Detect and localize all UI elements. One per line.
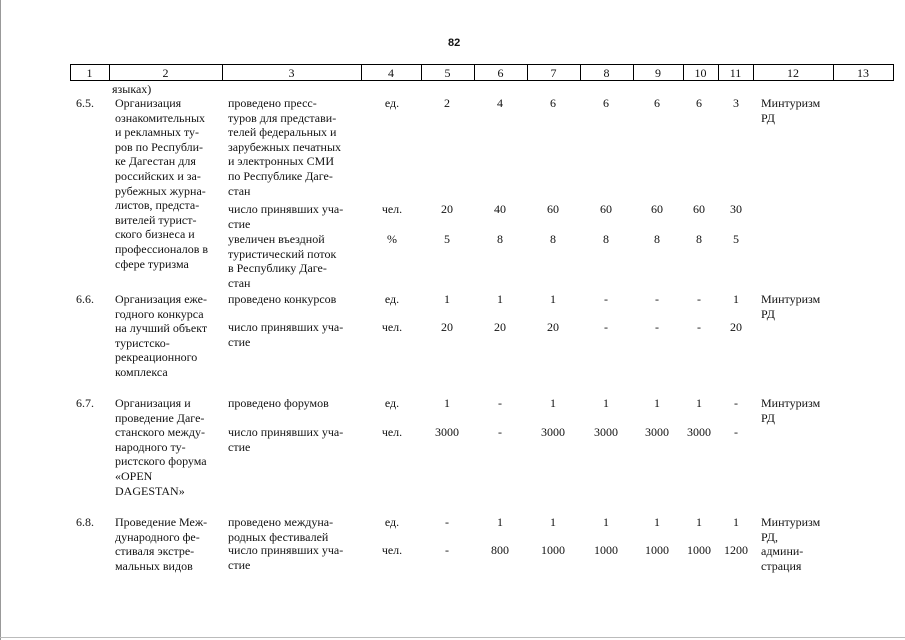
- value-cell: 60: [600, 202, 612, 216]
- header-cell: 3: [288, 66, 295, 80]
- value-cell: -: [734, 396, 738, 410]
- event-name-line: Организация еже-: [115, 292, 207, 306]
- value-cell: 30: [730, 202, 742, 216]
- header-cell: 4: [388, 66, 394, 80]
- value-cell: 3000: [594, 425, 618, 439]
- value-cell: 20: [441, 320, 453, 334]
- value-cell: -: [498, 396, 502, 410]
- event-name-line: комплекса: [115, 365, 168, 379]
- value-cell: 1: [696, 515, 702, 529]
- executor-line: Минтуризм: [761, 96, 821, 110]
- unit-cell: ед.: [384, 396, 400, 410]
- indicator-text-line: родных фестивалей: [228, 529, 329, 544]
- indicator-text-line: проведено конкурсов: [228, 292, 337, 306]
- indicator-text-line: стие: [228, 439, 251, 454]
- indicator-text-line: проведено форумов: [228, 396, 329, 410]
- event-name-line: рубежных журна-: [115, 183, 206, 198]
- executor-line: страция: [761, 558, 802, 573]
- header-cell: 12: [787, 66, 799, 80]
- event-name-line: на лучший объект: [115, 321, 208, 336]
- value-cell: 800: [491, 543, 509, 557]
- value-cell: 1: [550, 515, 556, 529]
- indicator-text-line: число принявших уча-: [228, 425, 344, 439]
- event-name-line: «OPEN: [115, 469, 153, 483]
- value-cell: -: [498, 425, 502, 439]
- value-cell: 2: [444, 96, 450, 110]
- indicator-text-line: стие: [228, 334, 251, 349]
- value-cell: 20: [730, 320, 742, 334]
- value-cell: 1000: [645, 543, 669, 557]
- event-name-line: дународного фе-: [115, 529, 200, 544]
- page-number: 82: [448, 37, 461, 49]
- executor-line: Минтуризм: [761, 396, 821, 410]
- indicator-text-line: по Республике Даге-: [228, 169, 333, 183]
- event-name-line: вителей турист-: [115, 212, 197, 227]
- header-top-border: [70, 64, 893, 65]
- value-cell: 5: [733, 232, 739, 246]
- header-cell: 13: [857, 66, 869, 80]
- value-cell: -: [445, 543, 449, 557]
- value-cell: 1: [696, 396, 702, 410]
- executor-line: админи-: [761, 544, 804, 559]
- header-cell: 6: [497, 66, 504, 80]
- unit-cell: чел.: [381, 202, 403, 216]
- header-cell: 9: [655, 66, 661, 80]
- indicator-text-line: число принявших уча-: [228, 320, 344, 334]
- event-name-line: годного конкурса: [115, 306, 204, 321]
- event-name-line: ристского форума: [115, 454, 207, 469]
- indicator-text-line: туров для представи-: [228, 110, 337, 125]
- indicator-text-line: стан: [228, 183, 251, 198]
- unit-cell: %: [387, 232, 397, 246]
- value-cell: 60: [651, 202, 663, 216]
- value-cell: 8: [654, 232, 660, 246]
- event-name-line: ров по Республи-: [115, 139, 204, 154]
- event-name-line: туристско-: [115, 335, 170, 350]
- header-cell: 1: [86, 66, 93, 80]
- value-cell: 6: [603, 96, 609, 110]
- value-cell: 1: [654, 396, 660, 410]
- indicator-text-line: стие: [228, 557, 251, 572]
- value-cell: -: [655, 320, 659, 334]
- event-name-line: Организация и: [115, 396, 191, 410]
- indicator-text-line: проведено междуна-: [228, 515, 334, 529]
- value-cell: 1200: [724, 543, 748, 557]
- value-cell: 1: [550, 292, 556, 306]
- indicator-text-line: телей федеральных и: [228, 125, 337, 140]
- event-name-line: мальных видов: [115, 558, 193, 573]
- indicator-text-line: туристический поток: [228, 246, 337, 261]
- value-cell: -: [604, 292, 608, 306]
- value-cell: 6: [550, 96, 556, 110]
- value-cell: 8: [550, 232, 556, 246]
- value-cell: -: [655, 292, 659, 306]
- value-cell: 20: [547, 320, 559, 334]
- unit-cell: ед.: [384, 292, 400, 306]
- bottom-edge-line: [0, 637, 905, 638]
- value-cell: 20: [441, 202, 453, 216]
- event-name-line: станского между-: [115, 425, 205, 440]
- indicator-text-line: стие: [228, 216, 251, 231]
- indicator-text-line: проведено пресс-: [228, 96, 317, 110]
- executor-line: Минтуризм: [761, 515, 821, 529]
- header-column-divider: [893, 64, 894, 81]
- header-cell: 11: [729, 66, 742, 80]
- value-cell: 6: [654, 96, 660, 110]
- value-cell: 1: [497, 292, 503, 306]
- unit-cell: чел.: [381, 320, 403, 334]
- indicator-text-line: зарубежных печатных: [228, 139, 342, 154]
- event-name-line: DAGESTAN»: [115, 483, 185, 498]
- value-cell: 5: [444, 232, 450, 246]
- indicator-text-line: увеличен въездной: [228, 232, 325, 246]
- event-name-line: Организация: [115, 96, 182, 110]
- value-cell: 8: [603, 232, 609, 246]
- header-cell: 8: [603, 66, 610, 80]
- value-cell: 20: [494, 320, 506, 334]
- value-cell: 1: [654, 515, 660, 529]
- event-name-line: и рекламных ту-: [115, 125, 200, 140]
- value-cell: 1000: [594, 543, 618, 557]
- value-cell: 1: [444, 292, 450, 306]
- executor-line: Минтуризм: [761, 292, 821, 306]
- unit-cell: чел.: [381, 425, 403, 439]
- value-cell: 1: [497, 515, 503, 529]
- value-cell: 1: [733, 515, 739, 529]
- value-cell: -: [734, 425, 738, 439]
- carry-over-text: языках): [112, 82, 152, 96]
- unit-cell: ед.: [384, 96, 400, 110]
- value-cell: 3000: [435, 425, 459, 439]
- unit-cell: ед.: [384, 515, 400, 529]
- executor-line: РД,: [761, 529, 778, 544]
- header-cell: 7: [550, 66, 557, 80]
- value-cell: -: [697, 320, 701, 334]
- event-name-line: ского бизнеса и: [115, 227, 195, 242]
- value-cell: 3: [733, 96, 739, 110]
- value-cell: 40: [494, 202, 506, 216]
- value-cell: -: [604, 320, 608, 334]
- executor-line: РД: [761, 110, 775, 125]
- indicator-text-line: число принявших уча-: [228, 543, 344, 557]
- value-cell: 3000: [645, 425, 669, 439]
- value-cell: 1: [550, 396, 556, 410]
- value-cell: -: [697, 292, 701, 306]
- event-name-line: сфере туризма: [115, 256, 189, 271]
- value-cell: 1: [603, 396, 609, 410]
- header-cell: 2: [162, 66, 169, 80]
- row-number: 6.5.: [76, 96, 94, 110]
- value-cell: 3000: [687, 425, 711, 439]
- indicator-text-line: число принявших уча-: [228, 202, 344, 216]
- event-name-line: рекреационного: [115, 350, 198, 365]
- event-name-line: проведение Даге-: [115, 410, 205, 425]
- value-cell: 60: [547, 202, 559, 216]
- event-name-line: российских и за-: [115, 169, 201, 183]
- value-cell: 1: [603, 515, 609, 529]
- indicator-text-line: стан: [228, 275, 251, 290]
- unit-cell: чел.: [381, 543, 403, 557]
- value-cell: 8: [497, 232, 503, 246]
- row-number: 6.7.: [76, 396, 94, 410]
- event-name-line: Проведение Меж-: [115, 515, 208, 529]
- value-cell: -: [445, 515, 449, 529]
- value-cell: 8: [696, 232, 702, 246]
- indicator-text-line: в Республику Даге-: [228, 261, 327, 276]
- event-name-line: профессионалов в: [115, 242, 209, 256]
- value-cell: 3000: [541, 425, 565, 439]
- value-cell: 4: [497, 96, 503, 110]
- value-cell: 1: [444, 396, 450, 410]
- header-cell: 5: [444, 66, 451, 80]
- event-name-line: стиваля экстре-: [115, 544, 195, 559]
- value-cell: 1: [733, 292, 739, 306]
- event-name-line: ке Дагестан для: [115, 154, 196, 169]
- value-cell: 1000: [687, 543, 711, 557]
- executor-line: РД: [761, 306, 775, 321]
- header-cell: 10: [694, 66, 707, 80]
- event-name-line: народного ту-: [115, 439, 186, 454]
- value-cell: 1000: [541, 543, 565, 557]
- row-number: 6.8.: [76, 515, 94, 529]
- event-name-line: листов, предста-: [115, 198, 200, 213]
- row-number: 6.6.: [76, 292, 94, 306]
- event-name-line: ознакомительных: [115, 110, 206, 125]
- indicator-text-line: и электронных СМИ: [228, 154, 334, 169]
- value-cell: 60: [693, 202, 705, 216]
- left-margin-line: [0, 0, 1, 640]
- value-cell: 6: [696, 96, 702, 110]
- executor-line: РД: [761, 410, 775, 425]
